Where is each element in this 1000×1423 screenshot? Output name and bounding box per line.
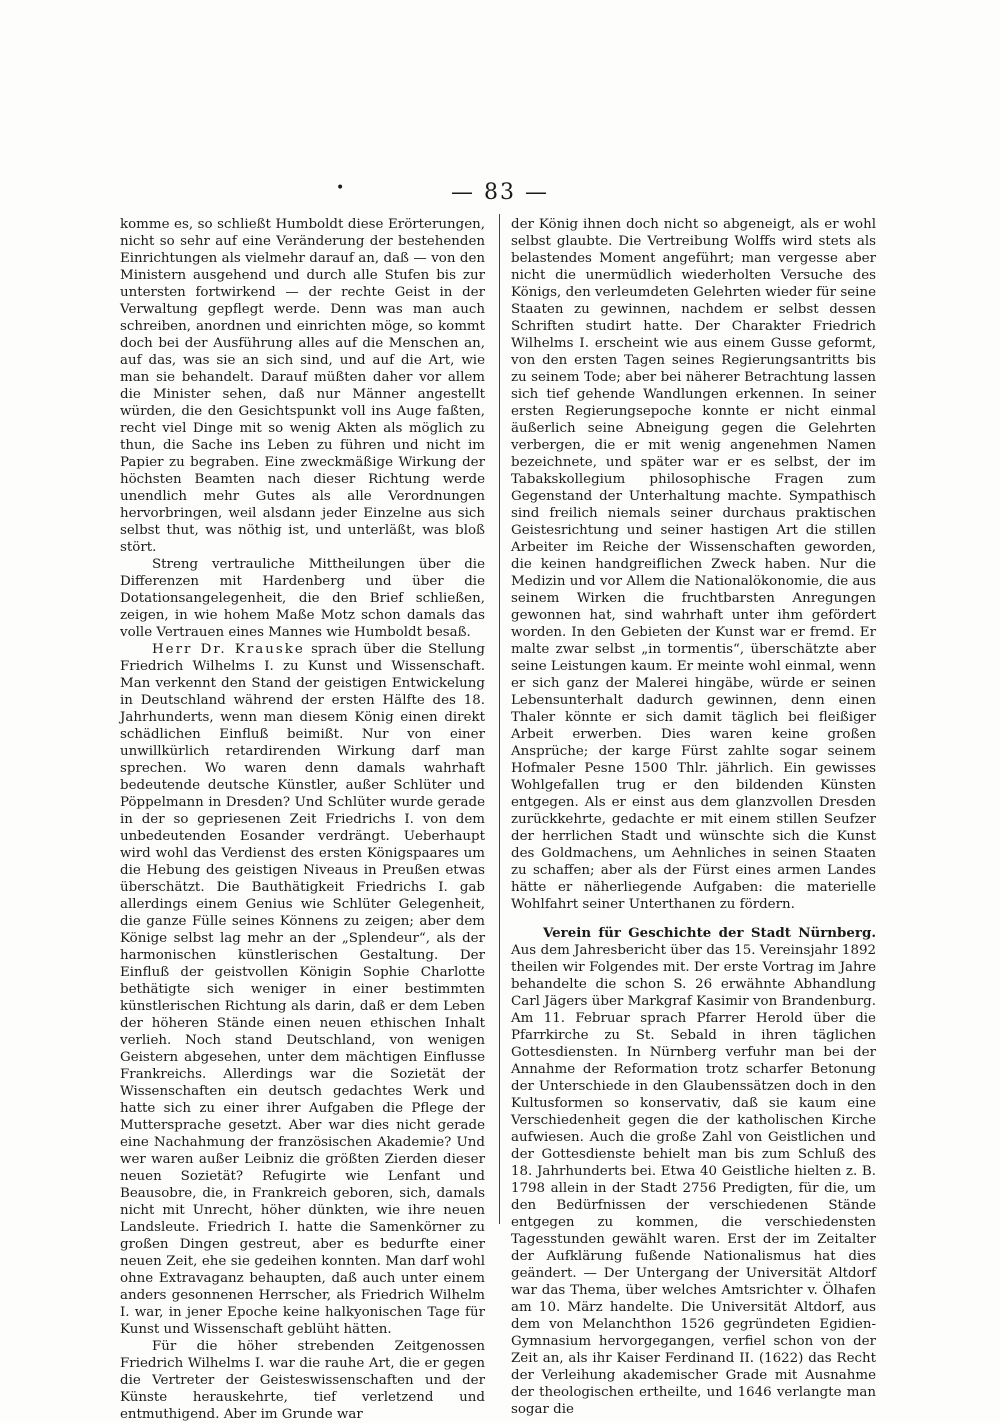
right-column xyxy=(511,216,876,1418)
section-heading: Verein für Geschichte der Stadt Nürnberg. xyxy=(543,925,876,941)
page-number: — 83 — xyxy=(451,180,549,205)
paragraph: der König ihnen doch nicht so abgeneigt, als er wohl selbst glaubte. Die Vertreibung Wolffs wird stets als belastendes Moment angeführt; man vergesse aber nicht die unermüdlich wiederholten Versuche des Königs, den verleumdeten Gelehrten wieder für seine Staaten zu gewinnen, nachdem er selbst dessen Schriften studirt hatte. Der Charakter Friedrich Wilhelms I. erscheint wie aus einem Gusse geformt, von den ersten Tagen seines Regierungsantritts bis zu seinem Tode; aber bei näherer Betrachtung lassen sich tief gehende Wandlungen erkennen. In seiner ersten Regierungsepoche konnte er nicht einmal äußerlich seine Abneigung gegen die Gelehrten verbergen, die er mit wenig angenehmen Namen bezeichnete, und später war er es selbst, der im Tabakskollegium philosophische Fragen zum Gegenstand der Unterhaltung machte. Sympathisch sind freilich niemals seiner durchaus praktischen Geistesrichtung und seiner hastigen Art die stillen Arbeiter im Reiche der Wissenschaften geworden, die keinen handgreiflichen Zweck haben. Nur die Medizin und vor Allem die Nationalökonomie, die aus seinem Wirken die fruchtbarsten Anregungen gewonnen hat, sind wahrhaft unter ihm gefördert worden. In den Gebieten der Kunst war er fremd. Er malte zwar selbst „in tormentis“, überschätzte aber seine Leistungen kaum. Er meinte wohl einmal, wenn er sich ganz der Malerei hingäbe, würde er seinen Lebensunterhalt dadurch gewinnen, denn einen Thaler könnte er sich damit täglich bei fleißiger Arbeit erwerben. Dies waren keine großen Ansprüche; der karge Fürst zahlte sogar seinem Hofmaler Pesne 1500 Thlr. jährlich. Ein gewisses Wohlgefallen trug er den bildenden Künsten entgegen. Als er einst aus dem glanzvollen Dresden zurückkehrte, gedachte er mit einem stillen Seufzer der herrlichen Stadt und wünschte sich die Kunst des Goldmachens, um Aehnliches in seinen Staaten zu schaffen; aber als der Fürst eines armen Landes hätte er näherliegende Aufgaben: die materielle Wohlfahrt seiner Unterthanen zu fördern. xyxy=(511,217,876,912)
left-column xyxy=(120,216,485,1423)
paragraph xyxy=(120,641,485,1338)
speaker-name: Herr Dr. Krauske xyxy=(152,642,305,657)
paragraph-text: sprach über die Stellung Friedrich Wilhelms I. zu Kunst und Wissenschaft. Man verkennt den Stand der geistigen Entwickelung in Deutschland während der ersten Hälfte des 18. Jahrhunderts, wenn man diesem König einen direkt schädlichen Einfluß beimißt. Nur von einer unwillkürlich retardirenden Wirkung darf man sprechen. Wo waren denn damals wahrhaft bedeutende deutsche Künstler, außer Schlüter und Pöppelmann in Dresden? Und Schlüter wurde gerade in der so gepriesenen Zeit Friedrichs I. von dem unbedeutenden Eosander verdrängt. Ueberhaupt wird wohl das Verdienst des ersten Königspaares um die Hebung des geistigen Niveaus in Preußen etwas überschätzt. Die Bauthätigkeit Friedrichs I. gab allerdings einem Genius wie Schlüter Gelegenheit, die ganze Fülle seines Könnens zu zeigen; aber dem Könige selbst lag mehr an der „Splendeur“, als der harmonischen künstlerischen Gestaltung. Der Einfluß der geistvollen Königin Sophie Charlotte bethätigte sich weniger in einer bestimmten künstlerischen Richtung als darin, daß er dem Leben der höheren Stände einen neuen ethischen Inhalt verlieh. Noch stand Deutschland, von wenigen Geistern abgesehen, unter dem mächtigen Einflusse Frankreichs. Allerdings war die Sozietät der Wissenschaften ein deutsch gedachtes Werk und hatte sich zu einer ihrer Aufgaben die Pflege der Muttersprache gesetzt. Aber war dies nicht gerade eine Nachahmung der französischen Akademie? Und wer waren außer Leibniz die größten Zierden dieser neuen Sozietät? Refugirte wie Lenfant und Beausobre, die, in Frankreich geboren, sich, damals nicht mit Unrecht, höher dünkten, wie ihre neuen Landsleute. Friedrich I. hatte die Samenkörner zu großen Dingen gestreut, aber es bedurfte einer neuen Zeit, ehe sie gedeihen konnten. Man darf wohl ohne Extravaganz behaupten, daß auch unter einem anders gesonnenen Herrscher, als Friedrich Wilhelm I. war, in jener Epoche keine halkyonischen Tage für Kunst und Wissenschaft geblüht hätten. xyxy=(120,642,485,1337)
paragraph: Für die höher strebenden Zeitgenossen Friedrich Wilhelms I. war die rauhe Art, die er gegen die Vertreter der Geisteswissenschaften und der Künste herauskehrte, tief verletzend und entmuthigend. Aber im Grunde war xyxy=(120,1339,485,1422)
paragraph xyxy=(511,925,876,1418)
paragraph: komme es, so schließt Humboldt diese Erörterungen, nicht so sehr auf eine Veränderung der bestehenden Einrichtungen als vielmehr darauf an, daß — von den Ministern ausgehend und durch alle Stufen bis zur untersten fortwirkend — der rechte Geist in der Verwaltung gepflegt werde. Denn was man auch schreiben, anordnen und einrichten möge, so kommt doch bei der Ausführung alles auf die Menschen an, auf das, was sie an sich sind, und auf die Art, wie man sie behandelt. Darauf müßten daher vor allem die Minister sehen, daß nur Männer angestellt würden, die den Gesichtspunkt voll ins Auge faßten, recht viel Dinge mit so wenig Akten als möglich zu thun, die Sache ins Leben zu führen und nicht im Papier zu begraben. Eine zweckmäßige Wirkung der höchsten Beamten nach dieser Richtung werde unendlich mehr Gutes als alle Verordnungen hervorbringen, weil alsdann jeder Einzelne aus sich selbst thut, was nöthig ist, und unterläßt, was bloß stört. xyxy=(120,217,485,555)
stray-mark: • xyxy=(336,180,345,196)
paragraph-text: Aus dem Jahresbericht über das 15. Vereinsjahr 1892 theilen wir Folgendes mit. Der erste Vortrag im Jahre behandelte die schon S. 26 erwähnte Abhandlung Carl Jägers über Markgraf Kasimir von Brandenburg. Am 11. Februar sprach Pfarrer Herold über die Pfarrkirche zu St. Sebald in ihren täglichen Gottesdiensten. In Nürnberg verfuhr man bei der Annahme der Reformation trotz scharfer Betonung der Unterschiede in den Glaubenssätzen doch in den Kultusformen so konservativ, daß sie kaum eine Verschiedenheit gegen die der katholischen Kirche aufwiesen. Auch die große Zahl von Geistlichen und der Gottesdienste behielt man bis zum Schluß des 18. Jahrhunderts bei. Etwa 40 Geistliche hielten z. B. 1798 allein in der Stadt 2756 Predigten, für die, um den Bedürfnissen der verschiedenen Stände entgegen zu kommen, die verschiedensten Tagesstunden gewählt waren. Erst der im Zeitalter der Aufklärung fußende Nationalismus hat dies geändert. — Der Untergang der Universität Altdorf war das Thema, über welches Amtsrichter v. Ölhafen am 10. März handelte. Die Universität Altdorf, aus dem von Melanchthon 1526 gegründeten Egidien-Gymnasium hervorgegangen, verfiel schon von der Zeit an, als ihr Kaiser Ferdinand II. (1622) das Recht der Verleihung akademischer Grade mit Ausnahme der theologischen ertheilte, und 1646 verlangte man sogar die xyxy=(511,943,876,1417)
paragraph: Streng vertrauliche Mittheilungen über die Differenzen mit Hardenberg und über die Dotationsangelegenheit, die den Brief schließen, zeigen, in wie hohem Maße Motz schon damals das volle Vertrauen eines Mannes wie Humboldt besaß. xyxy=(120,557,485,640)
column-divider xyxy=(499,214,500,1224)
